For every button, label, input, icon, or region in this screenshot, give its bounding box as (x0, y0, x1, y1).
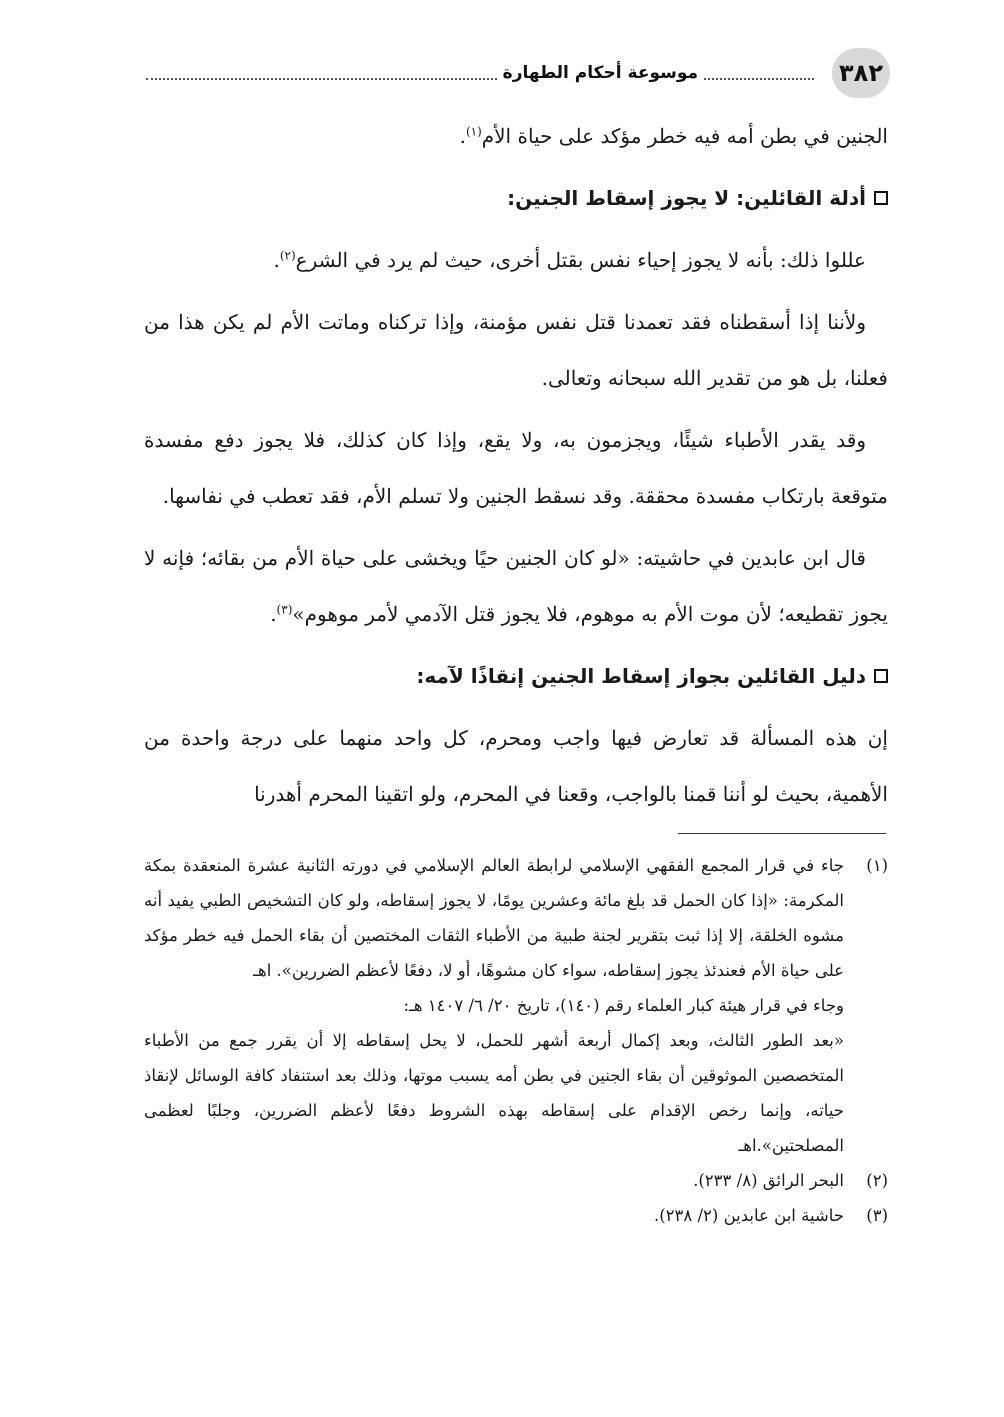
paragraph-1: الجنين في بطن أمه فيه خطر مؤكد على حياة الأم$^{(١)}$. (459, 124, 888, 148)
section-heading-2: دليل القائلين بجواز إسقاط الجنين إنقاذًا لآمه: (144, 648, 888, 704)
footnote-2 (144, 1163, 888, 1198)
paragraph-6: إن هذه المسألة قد تعارض فيها واجب ومحرم، كل واحد منهما على درجة واحدة من الأهمية، بحيث لو أننا قمنا بالواجب، وقعنا في المحرم، ولو اتقينا المحرم أهدرنا (144, 726, 888, 806)
footnote-number: (٢) (866, 1171, 888, 1190)
footnote-1 (144, 848, 888, 1163)
footnote-paragraph: حاشية ابن عابدين (٢/ ٢٣٨). (653, 1206, 844, 1225)
page-number: ٣٨٢ (832, 48, 890, 98)
footnote-body (144, 848, 844, 1163)
footnote-body (144, 1163, 844, 1198)
footnote-divider (678, 833, 886, 834)
footnote-3 (144, 1198, 888, 1233)
leader-dots-right (704, 66, 814, 80)
paragraph-3: ولأننا إذا أسقطناه فقد تعمدنا قتل نفس مؤمنة، وإذا تركناه وماتت الأم لم يكن هذا من فعلنا، بل هو من تقدير الله سبحانه وتعالى. (144, 310, 888, 390)
paragraph-5: قال ابن عابدين في حاشيته: «لو كان الجنين حيًا ويخشى على حياة الأم من بقائه؛ فإنه لا يجوز تقطيعه؛ لأن موت الأم به موهوم، فلا يجوز قتل الآدمي لأمر موهوم»$^{(٣)}$. (144, 546, 888, 626)
footnotes (144, 848, 888, 1233)
square-bullet-icon (874, 191, 888, 205)
paragraph-2: عللوا ذلك: بأنه لا يجوز إحياء نفس بقتل أخرى، حيث لم يرد في الشرع$^{(٢)}$. (273, 248, 866, 272)
running-title-row (140, 58, 820, 88)
paragraph-4: وقد يقدر الأطباء شيئًا، ويجزمون به، ولا يقع، وإذا كان كذلك، فلا يجوز دفع مفسدة متوقعة بارتكاب مفسدة محققة. وقد نسقط الجنين ولا تسلم الأم، فقد تعطب في نفاسها. (144, 428, 888, 508)
footnote-paragraph: وجاء في قرار هيئة كبار العلماء رقم (١٤٠)، تاريخ ٢٠/ ٦/ ١٤٠٧ هـ: (403, 996, 844, 1015)
footnote-paragraph: جاء في قرار المجمع الفقهي الإسلامي لرابطة العالم الإسلامي في دورته الثانية عشرة المنعقدة بمكة المكرمة: «إذا كان الحمل قد بلغ مائة وعشرين يومًا، لا يجوز إسقاطه، ولو كان التشخيص الطبي يفيد أنه مشوه الخلقة، إلا إذا ثبت بتقرير لجنة طبية من الأطباء الثقات المختصين أن بقاء الحمل فيه خطر مؤكد على حياة الأم فعندئذ يجوز إسقاطه، سواء كان مشوهًا، أو لا، دفعًا لأعظم الضررين». اهـ (144, 856, 844, 980)
footnote-number: (١) (866, 856, 888, 875)
page-header (140, 48, 890, 98)
running-title: موسوعة أحكام الطهارة (502, 63, 698, 83)
section-heading-1: أدلة القائلين: لا يجوز إسقاط الجنين: (144, 170, 888, 226)
square-bullet-icon (874, 669, 888, 683)
footnote-ref-2[interactable]: (٢) (279, 248, 296, 263)
footnote-ref-1[interactable]: (١) (465, 124, 482, 139)
footnote-number: (٣) (866, 1206, 888, 1225)
main-text (144, 108, 888, 828)
leader-dots-left (146, 66, 497, 80)
footnote-paragraph: البحر الرائق (٨/ ٢٣٣). (693, 1171, 844, 1190)
footnote-paragraph: «بعد الطور الثالث، وبعد إكمال أربعة أشهر للحمل، لا يحل إسقاطه إلا أن يقرر جمع من الأطباء المتخصصين الموثوقين أن بقاء الجنين في بطن أمه يسبب موتها، وذلك بعد استنفاد كافة الوسائل لإنقاذ حياته، وإنما رخص الإقدام على إسقاطه بهذه الشروط دفعًا لأعظم الضررين، وجلبًا لعظمى المصلحتين».اهـ (144, 1031, 844, 1155)
footnote-body (144, 1198, 844, 1233)
footnote-ref-3[interactable]: (٣) (276, 602, 293, 617)
